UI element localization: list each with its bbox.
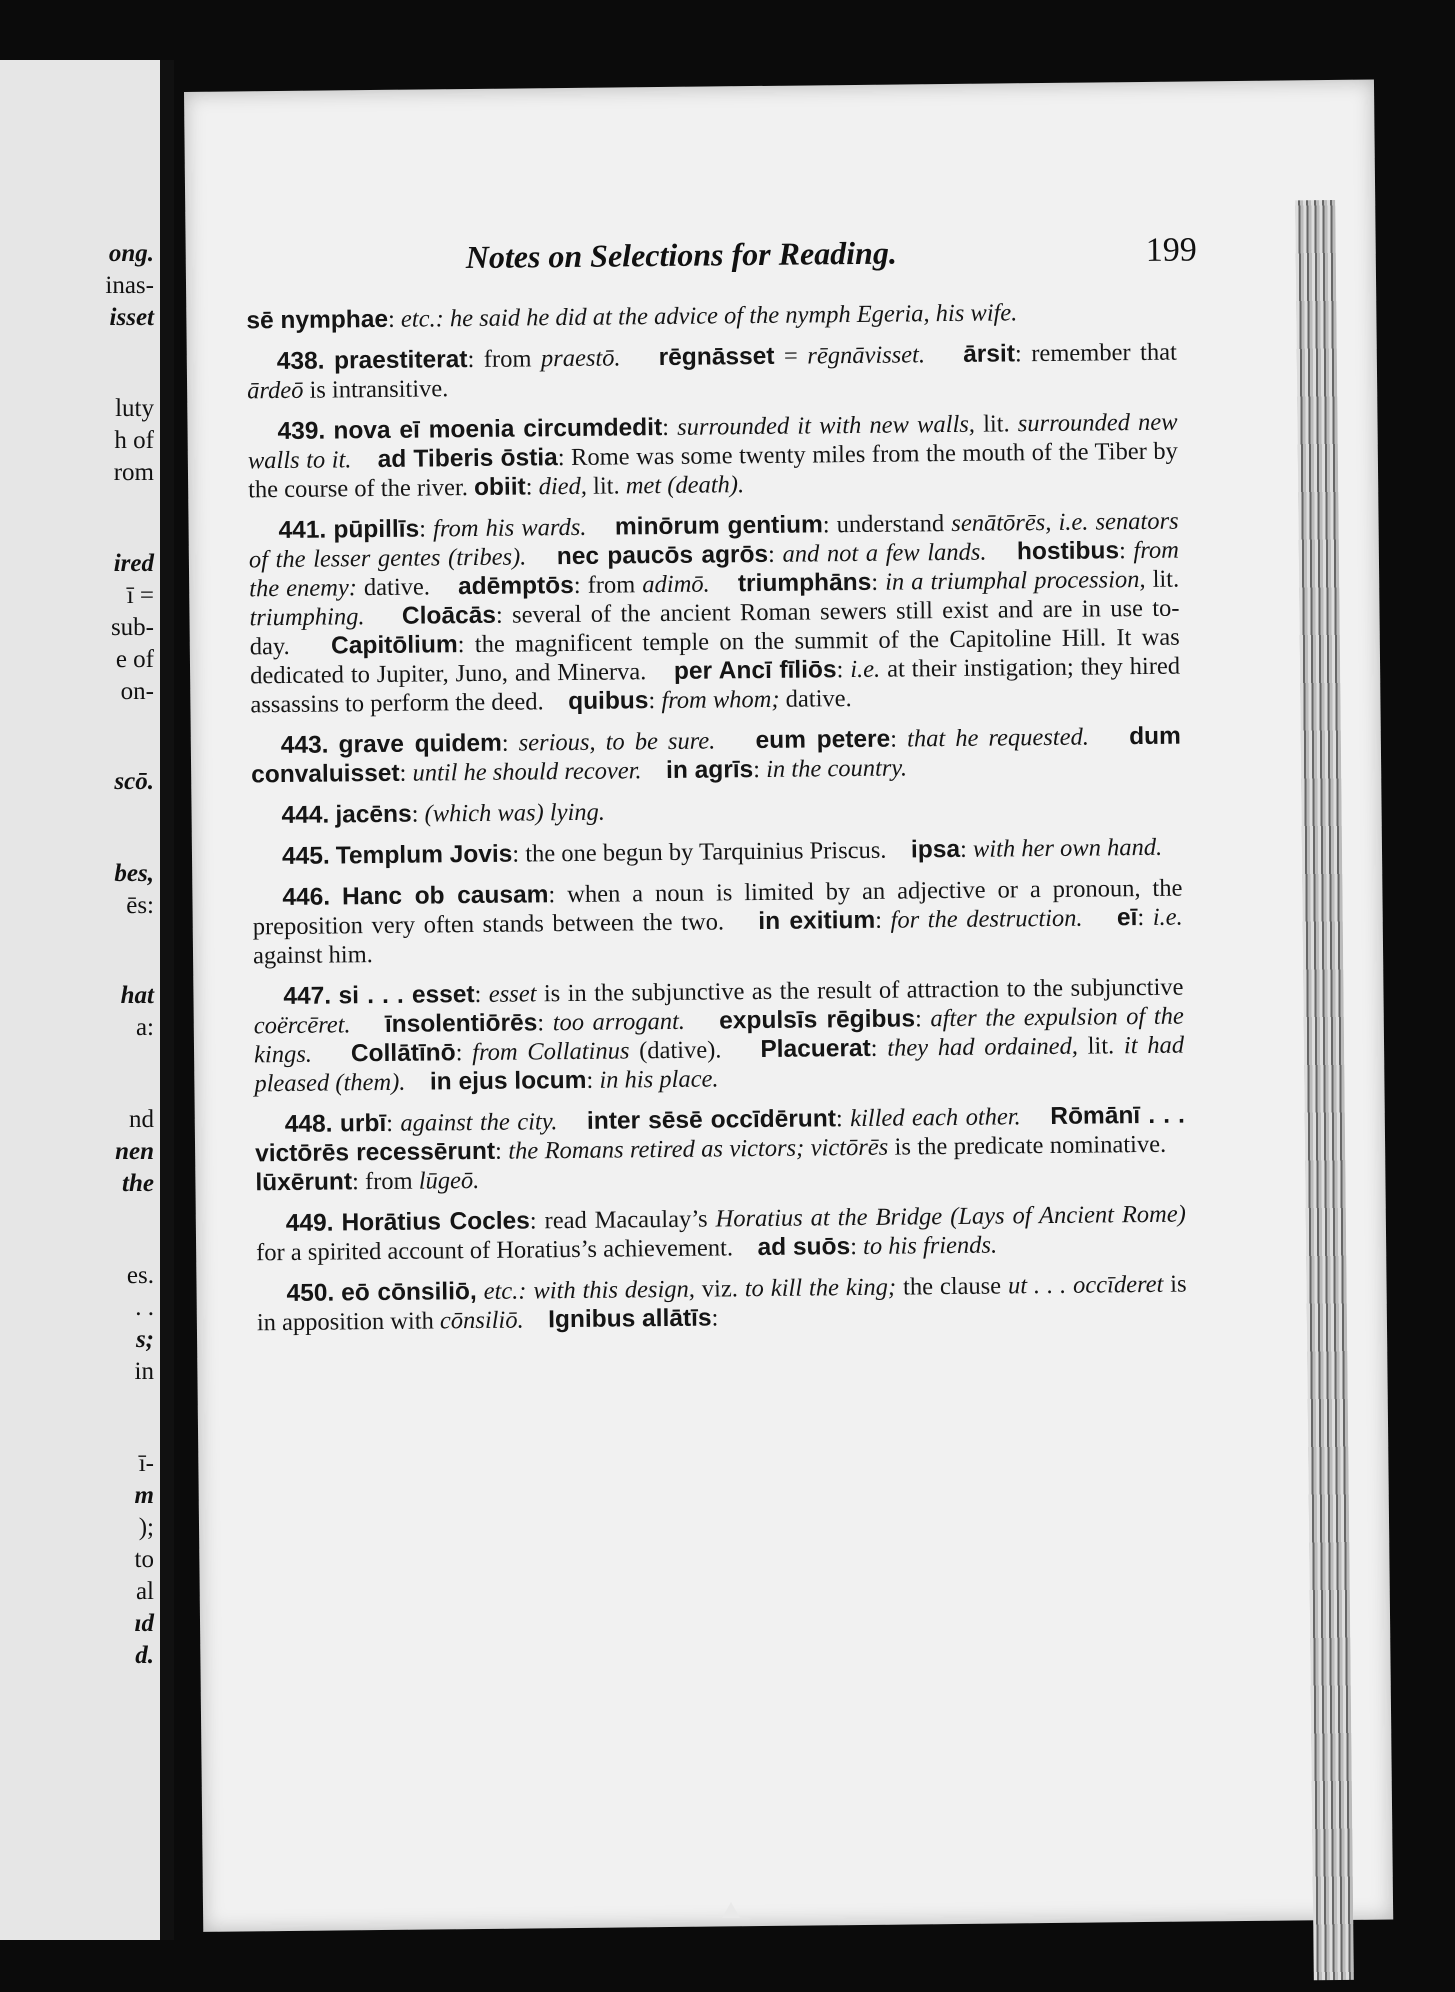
facing-page-text-fragment: hat [120,982,154,1009]
running-title: Notes on Selections for Reading. [465,234,898,276]
facing-page-text-fragment: nd [129,1106,154,1133]
page-edges [1295,200,1354,1980]
lemma: sē nymphae [246,305,389,335]
note-number: 444. [281,801,330,830]
facing-page-text-fragment: ī- [138,1450,154,1477]
facing-page-text-fragment: rom [113,459,154,486]
facing-page-text-fragment: ī = [126,582,154,609]
note-number: 449. [285,1209,334,1237]
book-page [184,80,1393,1932]
note-447: 447. si . . . esset: esset is in the subjunctive as the result of attraction to the subjunctive coërcēret. īnsolentiōrēs: too arrogant. expulsīs rēgibus: after the expulsion of the kings. Collātīnō: from Collatinus (dative). Placuerat: they had ordained, lit. it had pleased (them). in ejus locum: in his place. [253,973,1185,1098]
note-448: 448. urbī: against the city. inter sēsē occīdērunt: killed each other. Rōmānī . . . victōrēs recessērunt: the Romans retired as victors; victōrēs is the predicate nominative. lūxērunt: from lūgeō. [254,1101,1185,1197]
facing-page-text-fragment: inas- [105,272,154,299]
note-444: 444. jacēns: (which was) lying. [281,798,606,830]
note-number: 439. [277,417,326,446]
facing-page-text-fragment: ); [138,1514,154,1541]
facing-page-text-fragment: m [134,1482,154,1509]
facing-page-text-fragment: in [134,1358,154,1385]
facing-page-fragment [0,60,174,1940]
facing-page-text-fragment: ong. [108,240,154,267]
facing-page-text-fragment: ired [113,550,154,577]
note-441: 441. pūpillīs: from his wards. minōrum gentium: understand senātōrēs, i.e. senators of the lesser gentes (tribes). nec paucōs agrōs: and not a few lands. hostibus: from the enemy: dative. adēmptōs: from adimō. triumphāns: in a triumphal procession, lit. triumphing. Cloācās: several of the ancient Roman sewers still exist and are in use to-day. Capitōlium: the magnificent temple on the summit of the Capitoline Hill. It was dedicated to Jupiter, Juno, and Minerva. per Ancī fīliōs: i.e. at their instigation; they hired assassins to perform the deed. quibus: from whom; dative. [248,507,1181,719]
facing-page-text-fragment: nen [115,1138,154,1165]
scanner-mark-icon [722,1902,740,1918]
note-number: 438. [276,347,325,376]
facing-page-text-fragment: e of [115,646,154,673]
facing-page-text-fragment: a: [135,1014,154,1041]
facing-page-text-fragment: h of [114,427,154,454]
note-450: 450. eō cōnsiliō, etc.: with this design, viz. to kill the king; the clause ut . . . occīderet is in apposition with cōnsiliō. Ignibus allātīs: [256,1270,1187,1337]
facing-page-text-fragment: bes, [114,860,154,887]
notes-body [246,297,1187,1350]
facing-page-text-fragment: luty [115,395,154,422]
note-438: 438. praestiterat: from praestō. rēgnāsset = rēgnāvisset. ārsit: remember that ārdeō is intransitive. [246,338,1177,405]
note-445: 445. Templum Jovis: the one begun by Tarquinius Priscus. ipsa: with her own hand. [281,833,1163,871]
facing-page-text-fragment: . . [135,1294,154,1321]
facing-page-text-fragment: ıd [134,1610,154,1637]
facing-page-text-fragment: scō. [114,768,154,795]
note-443: 443. grave quidem: serious, to be sure. eum petere: that he requested. dum convaluisset: until he should recover. in agrīs: in the country. [251,722,1181,789]
facing-page-text-fragment: the [122,1170,154,1197]
note-number: 443. [280,731,329,760]
facing-page-text-fragment: al [135,1578,154,1605]
note-439: 439. nova eī moenia circumdedit: surrounded it with new walls, lit. surrounded new walls to it. ad Tiberis ōstia: Rome was some twenty miles from the mouth of the Tiber by the course of the river. obiit: died, lit. met (death). [247,408,1178,504]
facing-page-text-fragment: to [134,1546,154,1573]
note-number: 446. [282,883,331,912]
facing-page-text-fragment: isset [109,304,154,331]
facing-page-text-fragment: on- [120,678,154,705]
note-continuation: sē nymphae: etc.: he said he did at the advice of the nymph Egeria, his wife. [246,299,1018,335]
note-number: 448. [284,1110,333,1139]
facing-page-text-fragment: sub- [110,614,154,641]
note-449: 449. Horātius Cocles: read Macaulay’s Horatius at the Bridge (Lays of Ancient Rome) for a spirited account of Horatius’s achievement. ad suōs: to his friends. [256,1200,1186,1267]
note-number: 445. [281,842,330,871]
note-446: 446. Hanc ob causam: when a noun is limited by an adjective or a pronoun, the preposition very often stands between the two. in exitium: for the destruction. eī: i.e. against him. [252,874,1183,970]
facing-page-text-fragment: s; [135,1326,154,1353]
note-number: 441. [278,516,327,545]
note-number: 447. [283,982,332,1011]
note-number: 450. [286,1279,335,1307]
facing-page-text-fragment: d. [135,1642,154,1669]
facing-page-text-fragment: ēs: [126,892,154,919]
facing-page-text-fragment: es. [126,1262,154,1289]
page-number: 199 [1145,231,1197,269]
